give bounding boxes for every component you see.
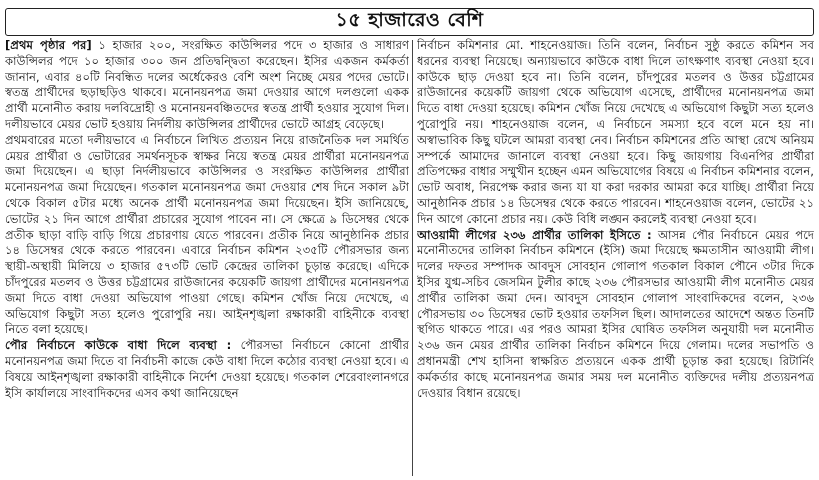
left-paragraph-3-text: পৌরসভা নির্বাচনে কোনো প্রার্থীর মনোনয়নপত্র জমা দিতে বা নির্বাচনী কাজে কেউ বাধা দিলে কঠোর ব্যবস্থা নেওয়া হবে। এ বিষয়ে আইনশৃঙ্খলা রক্ষাকারী বাহিনীকে নির্দেশ দেওয়া হয়েছে। গতকাল শেরেবাংলানগরে ইসি কার্যালয়ে সাংবাদিকদের এসব কথা জানিয়েছেন bbox=[5, 338, 409, 400]
continuation-marker: [প্রথম পৃষ্ঠার পর] bbox=[5, 38, 92, 52]
right-paragraph-2 bbox=[417, 228, 814, 402]
right-paragraph-1: নির্বাচন কমিশনার মো. শাহনেওয়াজ। তিনি বলেন, নির্বাচন সুষ্ঠু করতে কমিশন সব ধরনের ব্যবস্থা নিয়েছে। অন্যায়ভাবে কাউকে বাধা দিলে তাৎক্ষণাৎ ব্যবস্থা নেওয়া হবে। কাউকে ছাড় দেওয়া হবে না। তিনি বলেন, চাঁদপুরের মতলব ও উত্তর চট্টগ্রামের রাউজানের কয়েকটি জায়গা থেকে অভিযোগ এসেছে, প্রার্থীদের মনোনয়নপত্র জমা দিতে বাধা দেওয়া হয়েছে। কমিশন খোঁজ নিয়ে দেখেছে এ অভিযোগ কিছুটা সত্য হলেও পুরোপুরি নয়। শাহনেওয়াজ বলেন, এ নির্বাচনে সমস্যা হবে বলে মনে হয় না। অস্বাভাবিক কিছু ঘটলে আমরা ব্যবস্থা নেব। নির্বাচন কমিশনের প্রতি আস্থা রেখে অনিয়ম সম্পর্কে আমাদের জানালে ব্যবস্থা নেওয়া হবে। কিছু জায়গায় বিএনপির প্রার্থীরা প্রতিপক্ষের বাধার সম্মুখীন হচ্ছেন এমন অভিযোগের বিষয়ে এ নির্বাচন কমিশনার বলেন, ভোট অবাধ, নিরপেক্ষ করার জন্য যা যা করা দরকার আমরা করে যাচ্ছি। প্রার্থীরা নিয়ে আনুষ্ঠানিক প্রচার ১৪ ডিসেম্বর থেকে করতে পারবেন। শাহনেওয়াজ বলেন, ভোটের ২১ দিন আগে কোনো প্রচার নয়। কেউ বিধি লঙ্ঘন করলেই ব্যবস্থা নেওয়া হবে। bbox=[417, 38, 814, 226]
left-column bbox=[5, 38, 409, 480]
left-paragraph-1 bbox=[5, 38, 409, 133]
column-divider bbox=[412, 40, 413, 476]
headline: ১৫ হাজারেও বেশি bbox=[335, 9, 484, 31]
headline-box bbox=[5, 8, 814, 36]
subheading-action-on-obstruction: পৌর নির্বাচনে কাউকে বাধা দিলে ব্যবস্থা : bbox=[5, 338, 232, 353]
left-paragraph-1-text: ১ হাজার ২০০, সংরক্ষিত কাউন্সিলর পদে ৩ হাজার ও সাধারণ কাউন্সিলর পদে ১০ হাজার ৩০০ জন প্রতিদ্বন্দ্বিতা করেছেন। ইসির একজন কর্মকর্তা জানান, এবার ৪০টি নিবন্ধিত দলের অর্ধেকেরও বেশি অংশ নিচ্ছে মেয়র পদের ভোটে। স্বতন্ত্র প্রার্থীদের ছড়াছড়িও থাকবে। মনোনয়নপত্র জমা দেওয়ার আগে দলগুলো একক প্রার্থী মনোনীত করায় দলবিদ্রোহী ও মনোনয়নবঞ্চিতদের স্বতন্ত্র প্রার্থী হওয়ার সুযোগ দিল। দলীয়ভাবে মেয়র ভোট হওয়ায় নির্দলীয় কাউন্সিলর প্রার্থীদের ভোটে আগ্রহ বেড়েছে। bbox=[5, 38, 409, 131]
subheading-awami-league-list: আওয়ামী লীগের ২৩৬ প্রার্থীর তালিকা ইসিতে : bbox=[417, 227, 652, 242]
right-paragraph-2-text: আসন্ন পৌর নির্বাচনে মেয়র পদে মনোনীতদের তালিকা নির্বাচন কমিশনে (ইসি) জমা দিয়েছে ক্ষমতাসীন আওয়ামী লীগ। দলের দফতর সম্পাদক আবদুস সোবহান গোলাপ গতকাল বিকাল পৌনে ৩টার দিকে ইসির যুগ্ম-সচিব জেসমিন টুলীর কাছে ২৩৬ পৌরসভার আওয়ামী লীগ মনোনীত মেয়র প্রার্থীর তালিকা জমা দেন। আবদুস সোবহান গোলাপ সাংবাদিকদের বলেন, ২৩৬ পৌরসভায় ৩০ ডিসেম্বর ভোট হওয়ার তফসিল ছিল। আদালতের আদেশে অন্তত তিনটি স্থগিত থাকতে পারে। এর পরও আমরা ইসির ঘোষিত তফসিল অনুযায়ী দল মনোনীত ২৩৬ জন মেয়র প্রার্থীর তালিকা নির্বাচন কমিশনে দিয়ে গেলাম। দলের সভাপতি ও প্রধানমন্ত্রী শেখ হাসিনা স্বাক্ষরিত প্রত্যয়নে একক প্রার্থী চূড়ান্ত করা হয়েছে। রিটার্নিং কর্মকর্তার কাছে মনোনয়নপত্র জমার সময় দল মনোনীত ব্যক্তিদের দলীয় প্রত্যয়নপত্র দেওয়ার বিধান রয়েছে। bbox=[417, 227, 814, 400]
right-column bbox=[417, 38, 814, 480]
left-paragraph-2: প্রথমবারের মতো দলীয়ভাবে এ নির্বাচনে লিখিত প্রত্যয়ন নিয়ে রাজনৈতিক দল সমর্থিত মেয়র প্রার্থীরা ও ভোটারের সমর্থনসূচক স্বাক্ষর নিয়ে স্বতন্ত্র মেয়র প্রার্থীরা মনোনয়নপত্র জমা দিয়েছেন। এ ছাড়া নির্দলীয়ভাবে কাউন্সিলর ও সংরক্ষিত কাউন্সিলর প্রার্থীরা মনোনয়নপত্র জমা দিয়েছেন। গতকাল মনোনয়নপত্র জমা দেওয়ার শেষ দিনে সকাল ৯টা থেকে বিকাল ৫টার মধ্যে অনেক প্রার্থী মনোনয়নপত্র জমা দিয়েছেন। ইসি জানিয়েছে, ভোটের ২১ দিন আগে প্রার্থীরা প্রচারের সুযোগ পাবেন না। সে ক্ষেত্রে ৯ ডিসেম্বর থেকে প্রতীক ছাড়া বাড়ি বাড়ি গিয়ে প্রচারণায় যেতে পারবেন। প্রতীক নিয়ে আনুষ্ঠানিক প্রচার ১৪ ডিসেম্বর থেকে করতে পারবেন। এবারে নির্বাচন কমিশন ২৩৫টি পৌরসভার জন্য স্থায়ী-অস্থায়ী মিলিয়ে ৩ হাজার ৫৭৩টি ভোট কেন্দ্রের তালিকা চূড়ান্ত করেছে। এদিকে চাঁদপুরের মতলব ও উত্তর চট্টগ্রামের রাউজানের কয়েকটি জায়গা প্রার্থীদের মনোনয়নপত্র জমা দিতে বাধা দেওয়া অভিযোগ পাওয়া গেছে। কমিশন খোঁজ নিয়ে দেখেছে, এ অভিযোগ কিছুটা সত্য হলেও পুরোপুরি নয়। আইনশৃঙ্খলা রক্ষাকারী বাহিনীকে ব্যবস্থা নিতে বলা হয়েছে। bbox=[5, 132, 409, 337]
left-paragraph-3 bbox=[5, 338, 409, 401]
